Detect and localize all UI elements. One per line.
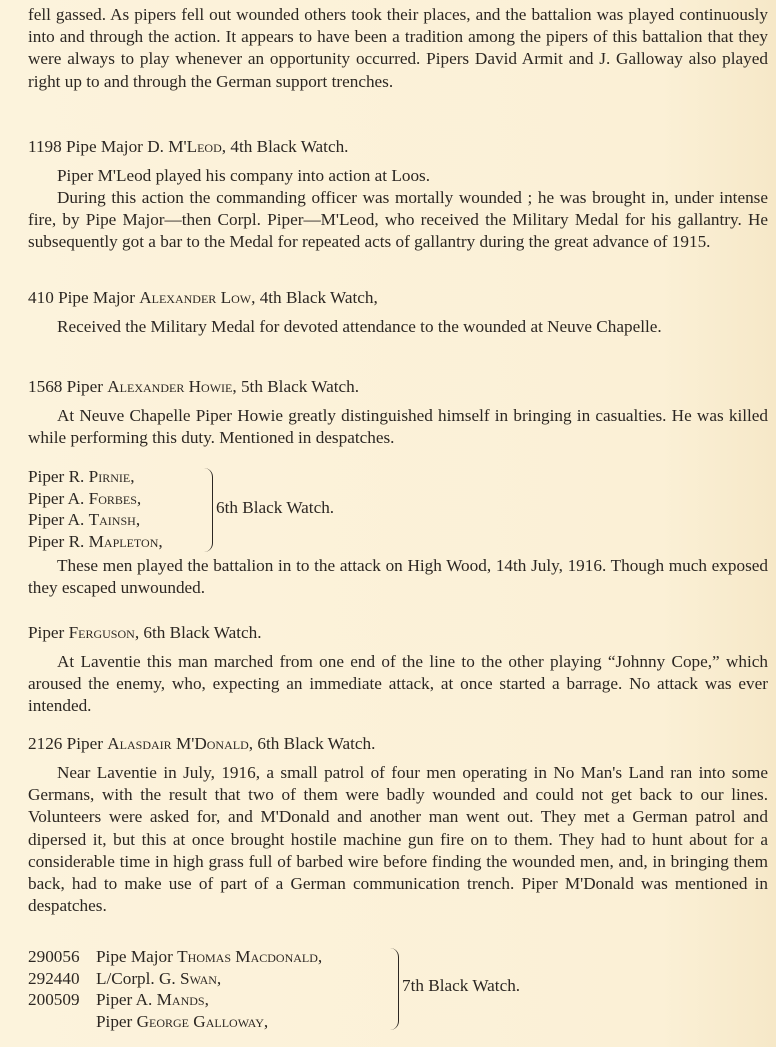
entry-paragraph: At Laventie this man marched from one end of the line to the other playing “Johnny Cope,” which aroused the enemy, who, expecting an immediate attack, at once started a barrage. No attack was ever intended. [28, 652, 768, 716]
rank: Piper [66, 377, 103, 396]
service-number: 2126 [28, 734, 63, 753]
unit: , 4th Black Watch. [221, 137, 349, 156]
group-member: 292440 L/Corpl. G. Swan, [28, 968, 222, 988]
entry-heading-mleod [28, 136, 348, 158]
group-paragraph: These men played the battalion in to the attack on High Wood, 14th July, 1916. Though much exposed they escaped unwounded. [28, 556, 768, 598]
unit: , 6th Black Watch. [248, 734, 376, 753]
entry-heading-mdonald [28, 733, 375, 755]
service-number: 410 [28, 288, 54, 307]
brace [390, 948, 399, 1030]
group-7th-black-watch [28, 946, 322, 1032]
unit: , 6th Black Watch. [134, 623, 262, 642]
entry-paragraph: Received the Military Medal for devoted attendance to the wounded at Neuve Chapelle. [57, 317, 662, 336]
soldier-name: Alexander Low [139, 288, 252, 307]
service-number: 1198 [28, 137, 62, 156]
soldier-name: Ferguson [68, 623, 135, 642]
entry-paragraph: Piper M'Leod played his company into action at Loos. [57, 166, 431, 185]
entry-paragraph: During this action the commanding officer was mortally wounded ; he was brought in, under intense fire, by Pipe Major—then Corpl. Piper—M'Leod, who received the Military Medal for his gallantry. He subsequently got a bar to the Medal for repeated acts of gallantry during the great advance of 1915. [28, 188, 768, 252]
entry-paragraph: Near Laventie in July, 1916, a small patrol of four men operating in No Man's Land ran into some Germans, with the result that two of them were badly wounded and could not get back to our lines. Volunteers were asked for, and M'Donald and another man went out. They met a German patrol and dipersed it, but this at once brought hostile machine gun fire on to them. They had to hunt about for a considerable time in high grass full of barbed wire before finding the wounded men, and, in bringing them back, had to make use of part of a German communication trench. Piper M'Donald was mentioned in despatches. [28, 763, 768, 916]
group-member: Piper R. Pirnie, [28, 467, 135, 486]
group-member: Piper A. Tainsh, [28, 510, 141, 530]
rank: Pipe Major [58, 288, 135, 307]
group-unit-label: 7th Black Watch. [402, 976, 521, 995]
rank: Pipe Major D. [66, 137, 164, 156]
entry-heading-low [28, 287, 378, 309]
entry-heading-howie [28, 376, 359, 398]
group-member: Piper A. Forbes, [28, 488, 142, 508]
entry-heading-ferguson [28, 622, 262, 644]
group-member: Piper R. Mapleton, [28, 531, 163, 551]
group-member: 290056 Pipe Major Thomas Macdonald, [28, 947, 323, 966]
entry-paragraph: At Neuve Chapelle Piper Howie greatly distinguished himself in bringing in casualties. He was killed while performing this duty. Mentioned in despatches. [28, 406, 768, 448]
opening-paragraph: fell gassed. As pipers fell out wounded others took their places, and the battalion was played continuously into and through the action. It appears to have been a tradition among the pipers of this battalion that they were always to play whenever an opportunity occurred. Pipers David Armit and J. Galloway also played right up to and through the German support trenches. [28, 5, 768, 91]
service-number: 1568 [28, 377, 63, 396]
group-member: 200509 Piper A. Mands, [28, 990, 209, 1010]
group-member: Piper George Galloway, [96, 1011, 269, 1031]
brace [204, 468, 213, 552]
unit: , 5th Black Watch. [232, 377, 360, 396]
rank: Piper [66, 734, 103, 753]
soldier-name: M'Leod [168, 137, 222, 156]
group-unit-label: 6th Black Watch. [216, 498, 335, 517]
unit: , 4th Black Watch, [251, 288, 378, 307]
group-6th-black-watch [28, 466, 163, 552]
soldier-name: Alexander Howie [107, 377, 233, 396]
rank: Piper [28, 623, 65, 642]
soldier-name: Alasdair M'Donald [107, 734, 249, 753]
